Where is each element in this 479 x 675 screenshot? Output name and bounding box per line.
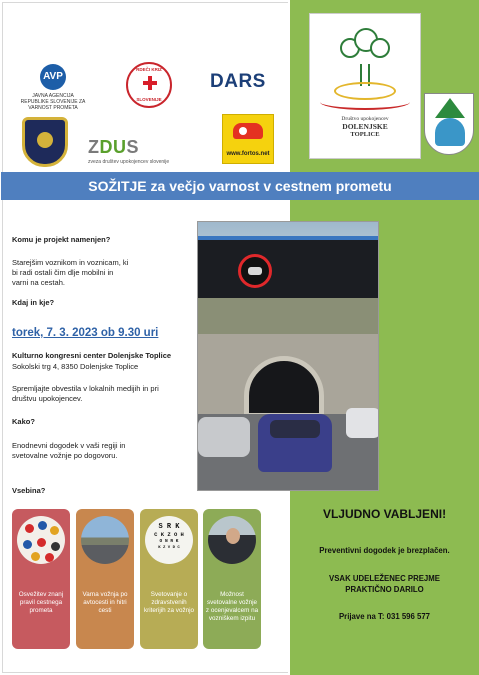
dars-logo: DARS [210, 71, 266, 92]
du-logo-line2: DOLENJSKE [342, 122, 388, 131]
du-toplice-logo [309, 13, 421, 159]
question-content: Vsebina? [12, 486, 46, 495]
signup-phone: Prijave na T: 031 596 577 [338, 612, 431, 621]
car-icon [233, 123, 263, 139]
card-motorway [76, 509, 134, 649]
card-label: Svetovanje o zdravstvenih kriterijih za vožnjo [143, 591, 195, 614]
event-address: Sokolski trg 4, 8350 Dolenjske Toplice [12, 362, 139, 371]
red-cross-logo [126, 62, 172, 108]
how-text: Enodnevni dogodek v vaši regiji in svetovalne vožnje po dogovoru. [12, 441, 126, 460]
card-health [140, 509, 198, 649]
zdus-logo [88, 137, 169, 165]
free-event-text: Preventivni dogodek je brezplačen. [319, 546, 450, 555]
red-cross-icon [143, 76, 157, 90]
municipality-crest-icon [424, 93, 474, 155]
question-how: Kako? [12, 417, 35, 426]
avp-logo-text: JAVNA AGENCIJA REPUBLIKE SLOVENIJE ZA VARNOST PROMETA [20, 93, 86, 111]
tunnel-photo [197, 221, 379, 491]
card-traffic-rules [12, 509, 70, 649]
page-title: SOŽITJE za večjo varnost v cestnem prometu [1, 172, 479, 200]
zdus-subtitle: zveza društev upokojencev slovenije [88, 159, 170, 165]
car-icon [258, 414, 332, 472]
card-label: Možnost svetovalne vožnje z ocenjevalcem na vozniškem izpitu [205, 591, 259, 622]
red-cross-top-text: RDEČI KRIŽ [136, 67, 162, 72]
question-when-where: Kdaj in kje? [12, 298, 55, 307]
for-whom-text: Starejšim voznikom in voznicam, ki bi radi ostali čim dlje mobilni in varni na cestah. [12, 258, 129, 287]
card-label: Osvežitev znanj pravil cestnega prometa [18, 591, 64, 614]
red-cross-bottom-text: SLOVENIJE [136, 97, 162, 102]
card-driving-test [203, 509, 261, 649]
avp-logo [20, 64, 86, 111]
tree-icon [336, 28, 394, 64]
notice-text: Spremljajte obvestila v lokalnih medijih in pri društvu upokojencev. [12, 384, 159, 403]
welcome-heading: VLJUDNO VABLJENI! [322, 507, 447, 521]
zdus-mark-mid: DU [99, 137, 127, 157]
zdus-mark-left: Z [88, 137, 100, 157]
du-logo-line1: Društvo upokojencev [341, 116, 389, 122]
question-for-whom: Komu je projekt namenjen? [12, 235, 111, 244]
traffic-signs-icon [17, 516, 65, 564]
card-label: Varna vožnja po avtocesti in hitri cesti [82, 591, 128, 614]
gift-text: VSAK UDELEŽENEC PREJME PRAKTIČNO DARILO [329, 574, 440, 594]
avp-logo-mark: AVP [40, 64, 66, 90]
police-badge-icon [22, 117, 68, 167]
event-venue: Kulturno kongresni center Dolenjske Toplice [12, 351, 172, 360]
fortos-logo [222, 114, 274, 164]
motorway-icon [81, 516, 129, 564]
du-logo-line3: TOPLICE [350, 131, 380, 138]
no-overtaking-sign-icon [238, 254, 272, 288]
fortos-url: www.fortos.net [226, 151, 270, 157]
zdus-mark-right: S [126, 137, 140, 157]
event-datetime: torek, 7. 3. 2023 ob 9.30 uri [12, 327, 159, 339]
driver-icon [208, 516, 256, 564]
eye-chart-icon: S R K C K Z O H O N R K K Z V D C [145, 516, 193, 564]
